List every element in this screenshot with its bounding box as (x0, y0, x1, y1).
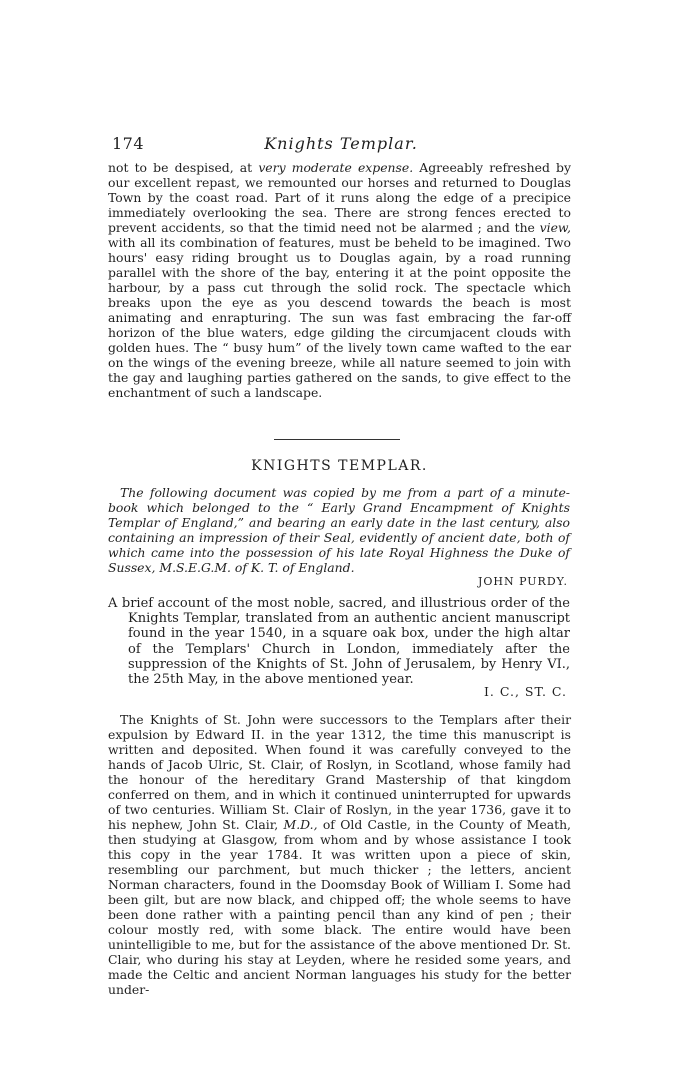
signature-john-purdy: JOHN PURDY. (477, 575, 568, 588)
intro-paragraph: The following document was copied by me from a part of a minute-book which belonged to the “ Early Grand Encampment of Knights Templar of England,” and bearing an early date in the last century, also containing an impression of their Seal, evidently of ancient date, both of which came into the possession of his late Royal Highness the Duke of Sussex, M.S.E.G.M. of K. T. of England. (108, 485, 570, 575)
paragraph-excursion: not to be despised, at very moderate expense. Agreeably refreshed by our excellent repast, we remounted our horses and returned to Douglas Town by the coast road. Part of it runs along the edge of a precipice immediately overlooking the sea. There are strong fences erected to prevent accidents, so that the timid need not be alarmed ; and the view, with all its combination of features, must be beheld to be imagined. Two hours' easy riding brought us to Douglas again, by a road running parallel with the shore of the bay, entering it at the point opposite the harbour, by a pass cut through the solid rock. The spectacle which breaks upon the eye as you descend towards the beach is most animating and enrapturing. The sun was fast embracing the far-off horizon of the blue waters, edge gilding the circumjacent clouds with golden hues. The “ busy hum” of the lively town came wafted to the ear on the wings of the evening breeze, while all nature seemed to join with the gay and laughing parties gathered on the sands, to give effect to the enchantment of such a landscape. (108, 160, 571, 400)
signature-ic-stc: I. C., ST. C. (483, 684, 567, 699)
section-title: KNIGHTS TEMPLAR. (251, 458, 428, 474)
paragraph-knights-st-john: The Knights of St. John were successors to the Templars after their expulsion by Edward II. in the year 1312, the time this manuscript is written and deposited. When found it was carefully conveyed to the hands of Jacob Ulric, St. Clair, of Roslyn, in Scotland, whose family had the honour of the hereditary Grand Mastership of that kingdom conferred on them, and in which it continued uninterrupted for upwards of two centuries. William St. Clair of Roslyn, in the year 1736, gave it to his nephew, John St. Clair, M.D., of Old Castle, in the County of Meath, then studying at Glasgow, from whom and by whose assistance I took this copy in the year 1784. It was written upon a piece of skin, resembling our parchment, but much thicker ; the letters, ancient Norman characters, found in the Doomsday Book of William I. Some had been gilt, but are now black, and chipped off; the whole seems to have been done rather with a painting pencil than any kind of pen ; their colour mostly red, with some black. The entire would have been unintelligible to me, but for the assistance of the above mentioned Dr. St. Clair, who during his stay at Leyden, where he resided some years, and made the Celtic and ancient Norman languages his study for the better under- (108, 712, 571, 997)
section-divider (274, 439, 400, 440)
emphasis-expense: very moderate expense. (258, 160, 414, 175)
emphasis-md: M.D., (283, 817, 318, 832)
page-number: 174 (112, 134, 145, 153)
brief-account-paragraph: A brief account of the most noble, sacred, and illustrious order of the Knights Templar, translated from an authentic ancient manuscript found in the year 1540, in a square oak box, under the high altar of the Templars' Church in London, immediately after the suppression of the Knights of St. John of Jerusalem, by Henry VI., the 25th May, in the above mentioned year. (108, 596, 570, 688)
page-header (112, 134, 570, 156)
emphasis-view: view, (539, 220, 571, 235)
running-title: Knights Templar. (264, 134, 418, 153)
